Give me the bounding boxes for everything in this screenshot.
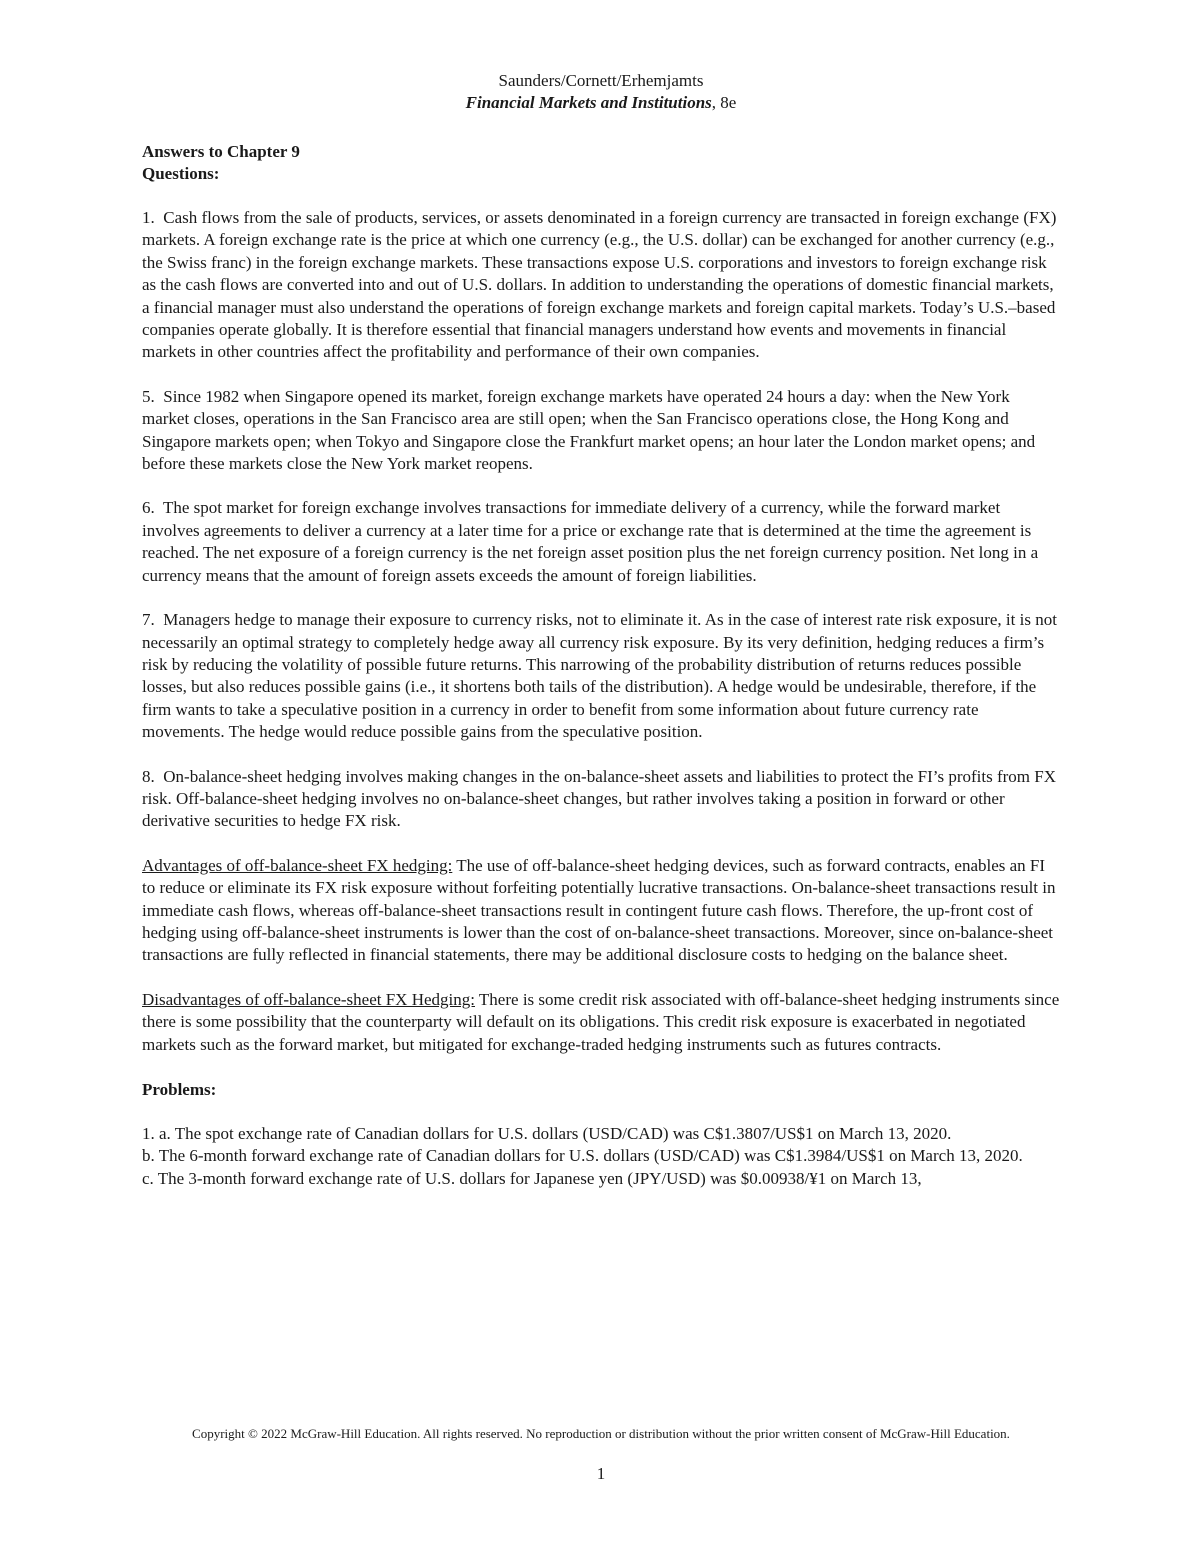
copyright-footer: Copyright © 2022 McGraw-Hill Education. All rights reserved. No reproduction or distribution without the prior written consent of McGraw-Hill Education. xyxy=(192,1426,1010,1441)
question-7 xyxy=(142,609,1060,743)
disadvantages-paragraph xyxy=(142,989,1060,1056)
page-number: 1 xyxy=(596,1464,606,1483)
question-8 xyxy=(142,766,1060,833)
question-number: 6. xyxy=(142,498,155,518)
question-text: On-balance-sheet hedging involves making changes in the on-balance-sheet assets and liabilities to protect the FI’s profits from FX risk. Off-balance-sheet hedging involves no on-balance-sheet changes, but rather involves taking a position in forward or other derivative securities to hedge FX risk. xyxy=(142,766,1056,831)
question-5 xyxy=(142,386,1060,476)
question-number: 8. xyxy=(142,766,155,786)
question-number: 7. xyxy=(142,610,155,630)
question-number: 5. xyxy=(142,386,155,406)
question-text: The spot market for foreign exchange involves transactions for immediate delivery of a currency, while the forward market involves agreements to deliver a currency at a later time for a price or exchange rate that is determined at the time the agreement is reached. The net exposure of a foreign currency is the net foreign asset position plus the net foreign currency position. Net long in a currency means that the amount of foreign assets exceeds the amount of foreign liabilities. xyxy=(142,498,1039,585)
problem-item: b. The 6-month forward exchange rate of Canadian dollars for U.S. dollars (USD/CAD) was C$1.3984/US$1 on March 13, 2020. xyxy=(142,1146,1023,1166)
question-text: Since 1982 when Singapore opened its market, foreign exchange markets have operated 24 hours a day: when the New York market closes, operations in the San Francisco area are still open; when the San Francisco operations close, the Hong Kong and Singapore markets open; when Tokyo and Singapore close the Frankfurt market opens; an hour later the London market opens; and before these markets close the New York market reopens. xyxy=(142,386,1036,474)
disadvantages-text: There is some credit risk associated with off-balance-sheet hedging instruments since there is some possibility that the counterparty will default on its obligations. This credit risk exposure is exacerbated in negotiated markets such as the forward market, but mitigated for exchange-traded hedging instruments such as futures contracts. xyxy=(142,989,1060,1054)
chapter-heading-block xyxy=(142,141,1060,185)
advantages-paragraph xyxy=(142,855,1060,967)
chapter-heading: Answers to Chapter 9 xyxy=(142,142,300,161)
question-text: Managers hedge to manage their exposure to currency risks, not to eliminate it. As in the case of interest rate risk exposure, it is not necessarily an optimal strategy to completely hedge away all currency risk exposure. By its very definition, hedging reduces a firm’s risk by reducing the volatility of possible future returns. This narrowing of the probability distribution of returns reduces possible losses, but also reduces possible gains (i.e., it shortens both tails of the distribution). A hedge would be undesirable, therefore, if the firm wants to take a speculative position in a currency in order to benefit from some information about future currency rate movements. The hedge would reduce possible gains from the speculative position. xyxy=(142,610,1057,742)
problem-item: 1. a. The spot exchange rate of Canadian dollars for U.S. dollars (USD/CAD) was C$1.3807/US$1 on March 13, 2020. xyxy=(142,1124,952,1143)
disadvantages-label: Disadvantages of off-balance-sheet FX Hedging: xyxy=(142,989,475,1009)
advantages-text: The use of off-balance-sheet hedging devices, such as forward contracts, enables an FI to reduce or eliminate its FX risk exposure without forfeiting potentially lucrative transactions. On-balance-sheet transactions result in immediate cash flows, whereas off-balance-sheet transactions result in contingent future cash flows. Therefore, the up-front cost of hedging using off-balance-sheet instruments is lower than the cost of on-balance-sheet transactions. Moreover, since on-balance-sheet transactions are fully reflected in financial statements, there may be additional disclosure costs to hedging on the balance sheet. xyxy=(142,855,1056,965)
problems-heading: Problems: xyxy=(142,1080,217,1099)
problems-list xyxy=(142,1123,1060,1190)
document-header xyxy=(142,70,1060,114)
question-text: Cash flows from the sale of products, services, or assets denominated in a foreign currency are transacted in foreign exchange (FX) markets. A foreign exchange rate is the price at which one currency (e.g., the U.S. dollar) can be exchanged for another currency (e.g., the Swiss franc) in the foreign exchange markets. These transactions expose U.S. corporations and investors to foreign exchange risk as the cash flows are converted into and out of U.S. dollars. In addition to understanding the operations of domestic financial markets, a financial manager must also understand the operations of foreign exchange markets and foreign capital markets. Today’s U.S.–based companies operate globally. It is therefore essential that financial managers understand how events and movements in financial markets in other countries affect the profitability and performance of their own companies. xyxy=(142,208,1057,362)
book-title: Financial Markets and Institutions xyxy=(465,93,712,112)
question-number: 1. xyxy=(142,208,155,227)
question-1 xyxy=(142,207,1060,364)
edition: , 8e xyxy=(711,93,737,112)
problem-item: c. The 3-month forward exchange rate of U.S. dollars for Japanese yen (JPY/USD) was $0.00938/¥1 on March 13, xyxy=(142,1168,922,1188)
advantages-label: Advantages of off-balance-sheet FX hedging: xyxy=(142,855,453,875)
question-6 xyxy=(142,497,1060,587)
document-page xyxy=(142,70,1060,1190)
questions-heading: Questions: xyxy=(142,164,220,183)
authors: Saunders/Cornett/Erhemjamts xyxy=(498,71,704,90)
book-title-line xyxy=(142,92,1060,114)
